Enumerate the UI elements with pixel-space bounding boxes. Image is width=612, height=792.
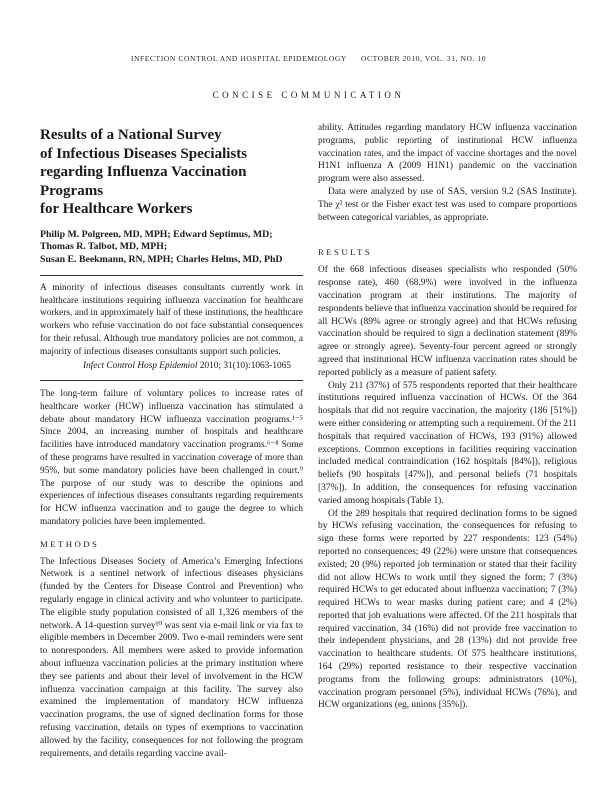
article-title xyxy=(40,126,303,219)
right-column xyxy=(318,122,577,760)
issue-info: OCTOBER 2010, VOL. 31, NO. 10 xyxy=(360,54,487,63)
results-paragraph-1: Of the 668 infectious diseases specialists who responded (50% response rate), 460 (68.9%) were involved in the influenza vaccination program at their institutions. The majority of respondents believe that influenza vaccination should be required for all HCWs (89% agree or strongly agree) and that HCWs refusing vaccination should be required to sign a declination statement (89% agree or strongly agree). Seventy-four percent agreed or strongly agreed that institutional HCW influenza vaccination rates should be reported publicly as a measure of patient safety. xyxy=(318,265,577,378)
abstract-paragraph: A minority of infectious diseases consultants currently work in healthcare institutions requiring influenza vaccination for healthcare workers, and in approximately half of these institutions, the healthcare workers who refuse vaccination do not face substantial consequences for their refusal. Although true mandatory policies are not common, a majority of infectious diseases consultants support such policies. xyxy=(40,283,303,357)
author-line: Philip M. Polgreen, MD, MPH; Edward Septimus, MD; xyxy=(40,228,273,240)
methods-paragraph-continued: ability. Attitudes regarding mandatory HCW influenza vaccination programs, public reporting of institutional HCW influenza vaccination rates, and the impact of vaccine shortages and the novel H1N1 influenza A (2009 H1N1) pandemic on the vaccination program were also assessed. xyxy=(318,123,577,185)
author-line: Susan E. Beekmann, RN, MPH; Charles Helms, MD, PhD xyxy=(40,253,283,265)
left-column xyxy=(40,122,303,760)
title-line: of Infectious Diseases Specialists xyxy=(40,145,248,162)
article-body xyxy=(40,122,577,760)
analysis-paragraph: Data were analyzed by use of SAS, version 9.2 (SAS Institute). The χ² test or the Fisher exact test was used to compare proportions between categorical variables, as appropriate. xyxy=(318,186,577,223)
citation-line xyxy=(40,360,291,373)
methods-paragraph-left: The Infectious Diseases Society of America’s Emerging Infections Network is a sentinel network of infectious diseases physicians (funded by the Centers for Disease Control and Prevention) who regularly engage in clinical activity and who volunteer to participate. The eligible study population consisted of all 1,326 members of the network. A 14-question survey¹⁰ was sent via e-mail link or via fax to eligible members in December 2009. Two e-mail reminders were sent to nonresponders. All members were asked to provide information about influenza vaccination policies at the primary institution where they see patients and about their level of involvement in the HCW influenza vaccination campaign at this facility. The survey also examined the implementation of mandatory HCW influenza vaccination programs, the use of signed declination forms for those refusing vaccination, details on types of exemptions to vaccination allowed by the facility, consequences for not following the program requirements, and details regarding vaccine avail- xyxy=(40,556,303,759)
running-head xyxy=(40,54,577,63)
author-line: Thomas R. Talbot, MD, MPH; xyxy=(40,241,168,252)
title-line: for Healthcare Workers xyxy=(40,201,193,217)
title-line: regarding Influenza Vaccination Programs xyxy=(40,164,247,199)
citation-detail: 2010; 31(10):1063-1065 xyxy=(197,361,291,372)
results-paragraph-2: Only 211 (37%) of 575 respondents reported that their healthcare institutions required influenza vaccination of HCWs. Of the 364 hospitals that did not require vaccination, the majority (186 [51%]) were either considering or attempting such a requirement. Of the 211 hospitals that required vaccination of HCWs, 193 (91%) allowed exceptions. Common exceptions in facilities requiring vaccination included medical contraindication (162 hospitals [84%]), religious beliefs (90 hospitals [47%]), and personal beliefs (71 hospitals [37%]). In addition, the consequences for refusing vaccination varied among hospitals (Table 1). xyxy=(318,380,577,506)
results-paragraph-3: Of the 289 hospitals that required declination forms to be signed by HCWs refusing vaccination, the consequences for refusing to sign these forms were reported by 227 respondents: 123 (54%) reported no consequences; 49 (22%) were unsure that consequences existed; 20 (9%) reported job termination or stated that their facility did not allow HCWs to work until they signed the form; 7 (3%) required HCWs to get educated about influenza vaccination; 7 (3%) required HCWs to wear masks during patient care; and 4 (2%) reported that job evaluations were affected. Of the 211 hospitals that required vaccination, 34 (16%) did not provide free vaccination to their independent physicians, and 28 (13%) did not provide free vaccination to healthcare students. Of 575 healthcare institutions, 164 (29%) reported resistance to their respective vaccination programs from the following groups: administrators (10%), vaccination program personnel (5%), individual HCWs (76%), and HCW organizations (eg, unions [35%]). xyxy=(318,508,577,711)
author-list xyxy=(40,229,303,267)
section-type-label: CONCISE COMMUNICATION xyxy=(212,90,405,100)
results-heading: RESULTS xyxy=(318,247,373,258)
divider xyxy=(40,275,303,276)
divider xyxy=(40,380,303,381)
title-line: Results of a National Survey xyxy=(40,127,222,143)
methods-heading: METHODS xyxy=(40,538,100,549)
journal-name: INFECTION CONTROL AND HOSPITAL EPIDEMIOLOGY xyxy=(130,54,347,63)
intro-paragraph: The long-term failure of voluntary polices to increase rates of healthcare worker (HCW) influenza vaccination has stimulated a debate about mandatory HCW influenza vaccination programs.¹⁻⁵ Since 2004, an increasing number of hospitals and healthcare facilities have introduced mandatory vaccination programs.⁶⁻⁸ Some of these programs have resulted in vaccination coverage of more than 95%, but some mandatory policies have been challenged in court.⁹ The purpose of our study was to describe the opinions and experiences of infectious diseases consultants regarding requirements for HCW influenza vaccination and to gauge the degree to which mandatory policies have been implemented. xyxy=(40,388,303,527)
citation-journal: Infect Control Hosp Epidemiol xyxy=(82,361,198,372)
